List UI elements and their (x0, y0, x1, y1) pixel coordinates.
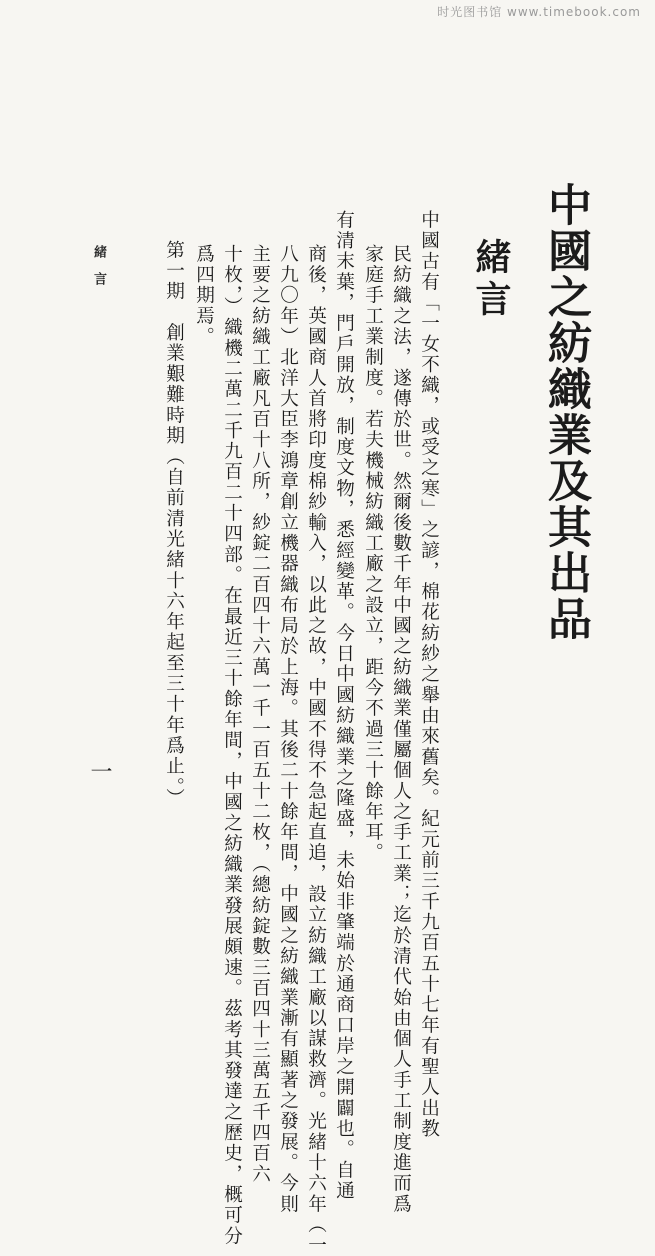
text-line-7: 主要之紡織工廠凡百十八所，紗錠二百四十六萬一千一百五十二枚，（總紡錠數三百四十三萬五千四百六 (249, 244, 271, 1185)
text-line-1: 中國古有「一女不織，或受之寒」之諺，棉花紡紗之舉由來舊矣。紀元前三千九百五十七年有聖人出教 (418, 210, 440, 1140)
text-line-4: 有清末葉，門戶開放，制度文物，悉經變革。今日中國紡織業之隆盛，未始非肇端於通商口岸之開闢也。自通 (333, 210, 355, 1202)
text-line-3: 家庭手工業制度。若夫機械紡織工廠之設立，距今不過三十餘年耳。 (362, 244, 384, 864)
site-watermark: 时光图书馆 www.timebook.com (437, 5, 641, 19)
text-line-10: 第一期 創業艱難時期（自前清光緒十六年起至三十年爲止。） (163, 240, 185, 809)
running-header: 緒言 (91, 245, 106, 299)
text-line-5: 商後，英國商人首將印度棉紗輸入，以此之故，中國不得不急起直追，設立紡織工廠以謀救濟。光緒十六年（一 (305, 244, 327, 1256)
text-line-9: 爲四期焉。 (193, 244, 215, 348)
text-line-2: 民紡織之法，遂傳於世。然爾後數千年中國之紡織業僅屬個人之手工業；迄於清代始由個人手工制度進而爲 (390, 244, 412, 1215)
book-title: 中國之紡織業及其出品 (540, 182, 591, 642)
text-line-8: 十枚，）織機二萬二千九百二十四部。在最近三十餘年間，中國之紡織業發展頗速。茲考其發達之歷史，概可分 (221, 244, 243, 1247)
text-line-6: 八九〇年）北洋大臣李鴻章創立機器織布局於上海。其後二十餘年間，中國之紡織業漸有顯著之發展。今則 (277, 244, 299, 1215)
page-number: 一 (87, 760, 112, 782)
section-title: 緒言 (470, 238, 512, 322)
